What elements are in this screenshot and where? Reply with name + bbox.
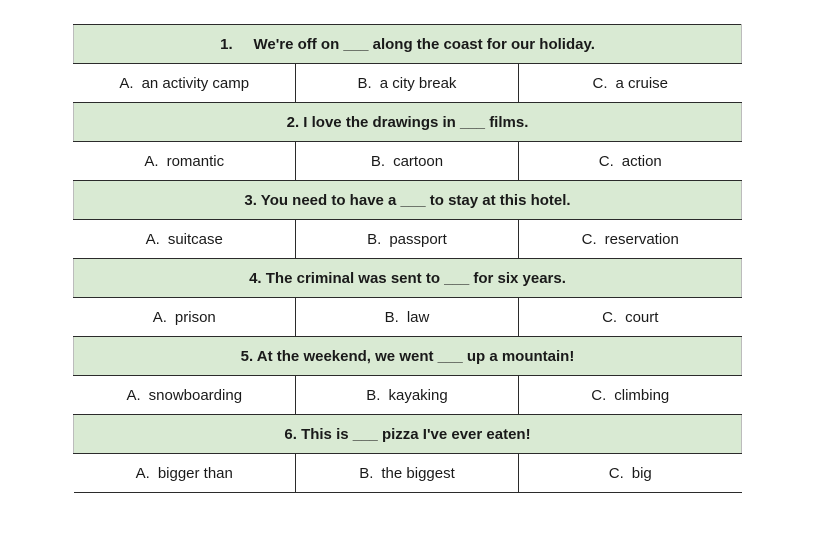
option-text: a cruise [615, 74, 669, 92]
option-text: the biggest [381, 464, 455, 482]
question-row [74, 103, 742, 142]
option-text: prison [174, 308, 216, 326]
option-letter: A. [135, 464, 150, 482]
option-text: court [625, 308, 659, 326]
option-text: big [631, 464, 652, 482]
option-text: snowboarding [148, 386, 243, 404]
option-letter: C. [592, 74, 608, 92]
question-row [74, 259, 742, 298]
option-text: a city break [379, 74, 457, 92]
question-prompt: 5. At the weekend, we went ___ up a mountain! [74, 337, 742, 376]
option-letter: C. [602, 308, 618, 326]
option-letter: A. [126, 386, 141, 404]
option-letter: B. [370, 152, 386, 170]
option-c[interactable] [519, 142, 742, 181]
option-letter: B. [357, 74, 372, 92]
option-b[interactable] [296, 64, 519, 103]
option-letter: A. [152, 308, 167, 326]
question-prompt: 1. We're off on ___ along the coast for our holiday. [74, 25, 742, 64]
option-letter: B. [359, 464, 374, 482]
options-row [74, 220, 742, 259]
option-a[interactable] [74, 454, 296, 493]
options-row [74, 142, 742, 181]
option-c[interactable] [519, 298, 742, 337]
options-row [74, 454, 742, 493]
option-letter: C. [591, 386, 607, 404]
option-text: romantic [166, 152, 225, 170]
option-b[interactable] [296, 142, 519, 181]
option-letter: C. [608, 464, 624, 482]
question-prompt: 6. This is ___ pizza I've ever eaten! [74, 415, 742, 454]
option-text: an activity camp [141, 74, 250, 92]
option-b[interactable] [296, 298, 519, 337]
option-b[interactable] [296, 376, 519, 415]
option-b[interactable] [296, 454, 519, 493]
options-row [74, 376, 742, 415]
option-a[interactable] [74, 142, 296, 181]
option-a[interactable] [74, 220, 296, 259]
question-prompt: 4. The criminal was sent to ___ for six years. [74, 259, 742, 298]
option-letter: B. [367, 230, 382, 248]
option-text: action [621, 152, 662, 170]
option-a[interactable] [74, 298, 296, 337]
option-c[interactable] [519, 376, 742, 415]
option-text: cartoon [393, 152, 444, 170]
option-b[interactable] [296, 220, 519, 259]
option-a[interactable] [74, 376, 296, 415]
option-letter: C. [598, 152, 614, 170]
options-row [74, 64, 742, 103]
option-c[interactable] [519, 454, 742, 493]
option-text: law [406, 308, 430, 326]
option-c[interactable] [519, 64, 742, 103]
question-row [74, 181, 742, 220]
option-letter: A. [119, 74, 134, 92]
option-letter: A. [144, 152, 159, 170]
option-text: kayaking [388, 386, 448, 404]
question-row [74, 25, 742, 64]
quiz-sheet [73, 24, 741, 493]
question-prompt: 2. I love the drawings in ___ films. [74, 103, 742, 142]
question-prompt: 3. You need to have a ___ to stay at this hotel. [74, 181, 742, 220]
question-row [74, 415, 742, 454]
option-text: suitcase [167, 230, 223, 248]
option-letter: B. [384, 308, 399, 326]
option-text: passport [389, 230, 447, 248]
options-row [74, 298, 742, 337]
option-c[interactable] [519, 220, 742, 259]
option-letter: C. [581, 230, 597, 248]
question-row [74, 337, 742, 376]
option-a[interactable] [74, 64, 296, 103]
option-letter: A. [145, 230, 160, 248]
option-text: climbing [614, 386, 670, 404]
option-text: bigger than [157, 464, 233, 482]
quiz-table [73, 24, 742, 493]
option-text: reservation [604, 230, 679, 248]
option-letter: B. [366, 386, 381, 404]
